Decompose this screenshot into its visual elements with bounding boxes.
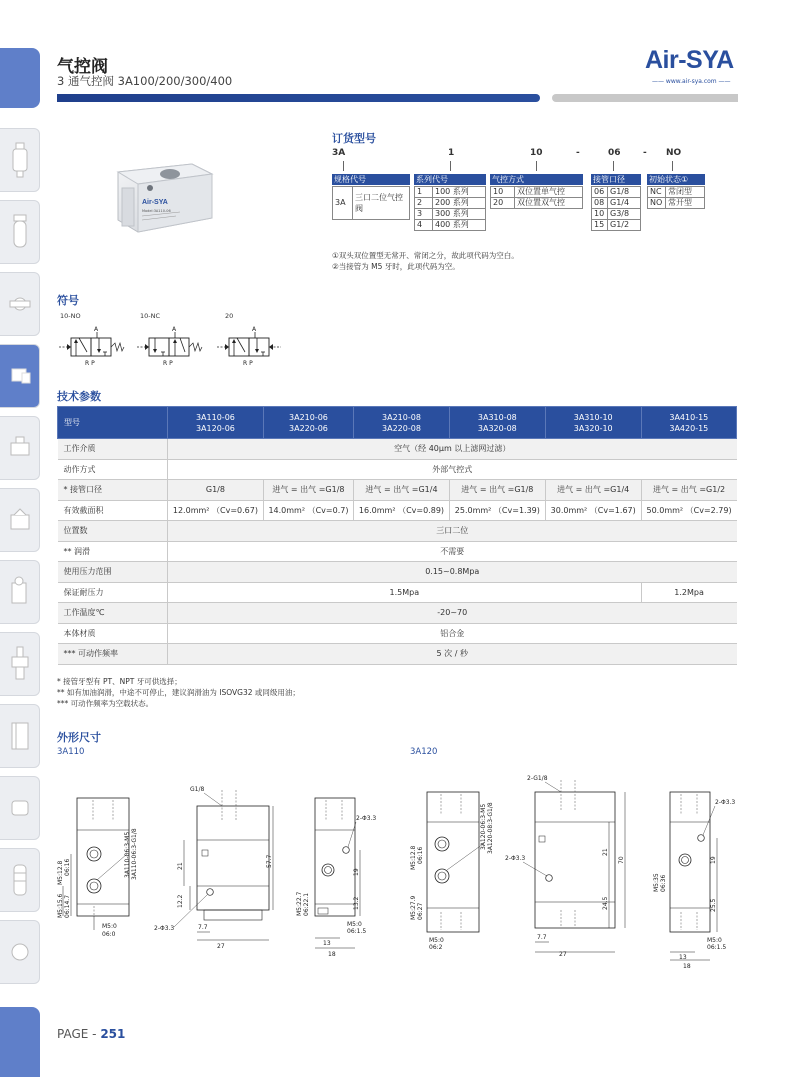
svg-text:18: 18 xyxy=(328,951,336,958)
rail-item-air-valve[interactable] xyxy=(0,344,40,408)
tech-row-proof: 保证耐压力 1.5Mpa 1.2Mpa xyxy=(58,582,737,603)
svg-text:06:16: 06:16 xyxy=(417,846,424,864)
svg-text:2-Φ3.3: 2-Φ3.3 xyxy=(356,815,377,822)
svg-text:M5:35: M5:35 xyxy=(653,873,660,892)
symbol-label-20: 20 xyxy=(225,312,234,320)
tech-row-pressure: 使用压力范围 0.15~0.8Mpa xyxy=(58,562,737,583)
valve-icon xyxy=(8,357,32,395)
header-bar-blue xyxy=(57,94,540,102)
code-part-0: 3A xyxy=(332,148,346,158)
svg-text:3A110-06:3-M5: 3A110-06:3-M5 xyxy=(124,831,131,878)
tech-row-temp: 工作温度℃ -20~70 xyxy=(58,603,737,624)
order-group-port: 06 G1/8 08 G1/4 10 G3/8 15 G1/2 xyxy=(591,186,641,231)
rail-item-silencer[interactable] xyxy=(0,848,40,912)
svg-text:06:2: 06:2 xyxy=(429,944,443,951)
solenoid-icon xyxy=(8,429,32,467)
tech-title: 技术参数 xyxy=(57,390,101,403)
svg-text:7.7: 7.7 xyxy=(537,934,547,941)
symbol-10-nc xyxy=(135,322,210,370)
rail-item-solenoid[interactable] xyxy=(0,416,40,480)
symbol-label-10-no: 10-NO xyxy=(60,312,81,320)
svg-text:R P: R P xyxy=(243,360,253,367)
tech-spec-table xyxy=(57,406,737,665)
svg-text:3A110-06:3-G1/8: 3A110-06:3-G1/8 xyxy=(131,828,138,880)
svg-text:M5:0: M5:0 xyxy=(102,923,117,930)
symbols-title: 符号 xyxy=(57,294,79,307)
svg-text:M5:22.7: M5:22.7 xyxy=(296,891,303,916)
manual-valve-icon xyxy=(8,501,32,539)
dims-left-label: 3A110 xyxy=(57,747,85,757)
svg-text:19: 19 xyxy=(353,868,360,876)
fitting-icon xyxy=(8,285,32,323)
page-subtitle: 3 通气控阀 3A100/200/300/400 xyxy=(57,74,233,88)
svg-text:M5:27.9: M5:27.9 xyxy=(410,895,417,920)
lubricator-icon xyxy=(8,213,32,251)
svg-text:R P: R P xyxy=(163,360,173,367)
svg-text:06:0: 06:0 xyxy=(102,931,116,938)
product-brand-text: Air-SYA xyxy=(142,199,168,206)
tech-model-col-5: 3A310-10 3A320-10 xyxy=(545,407,641,439)
tech-header-label: 型号 xyxy=(58,407,168,439)
tech-row-freq: *** 可动作频率 5 次 / 秒 xyxy=(58,644,737,665)
tech-header-row xyxy=(58,407,737,439)
rail-item-regulator[interactable] xyxy=(0,632,40,696)
symbol-10-no xyxy=(57,322,132,370)
code-part-3: - xyxy=(576,148,580,158)
svg-text:A: A xyxy=(94,326,99,333)
rail-item-guide-cylinder[interactable] xyxy=(0,704,40,768)
svg-text:3A120-08:3-G1/8: 3A120-08:3-G1/8 xyxy=(487,802,494,854)
svg-text:A: A xyxy=(252,326,257,333)
svg-text:19: 19 xyxy=(710,856,717,864)
tech-model-col-4: 3A310-08 3A320-08 xyxy=(449,407,545,439)
rail-item-lubricator[interactable] xyxy=(0,200,40,264)
tech-notes: * 接管牙型有 PT、NPT 牙可供选择； ** 如有加油润滑，中途不可停止，建议润滑油为 ISOVG32 或同级用油； *** 可动作频率为空载状态。 xyxy=(57,677,300,708)
tech-model-col-6: 3A410-15 3A420-15 xyxy=(641,407,736,439)
svg-text:21: 21 xyxy=(602,848,609,856)
cylinder-icon xyxy=(8,573,32,611)
guide-cylinder-icon xyxy=(8,717,32,755)
code-part-5: - xyxy=(643,148,647,158)
rotary-icon xyxy=(8,789,32,827)
order-group-spec: 3A 三口二位气控阀 xyxy=(332,186,410,220)
svg-text:27: 27 xyxy=(217,943,225,950)
side-category-rail xyxy=(0,128,42,1008)
tech-row-area: 有效截面积 12.0mm² （Cv=0.67) 14.0mm² （Cv=0.7) 16.0mm² （Cv=0.89) 25.0mm² （Cv=1.39) 30.0mm² （Cv=1.67) 50.0mm² （Cv=2.79) xyxy=(58,500,737,521)
drawing-3a110-front xyxy=(57,790,147,950)
svg-text:M5:12.8: M5:12.8 xyxy=(57,860,64,885)
brand-url: —— www.air-sya.com —— xyxy=(652,78,731,85)
svg-text:70: 70 xyxy=(618,856,625,864)
rail-item-accessory[interactable] xyxy=(0,920,40,984)
tech-row-action: 动作方式 外部气控式 xyxy=(58,459,737,480)
svg-text:06:16: 06:16 xyxy=(64,858,71,876)
drawing-3a120-side xyxy=(505,770,635,960)
rail-item-rotary[interactable] xyxy=(0,776,40,840)
code-part-6: NO xyxy=(666,148,682,158)
order-group-port-header: 接管口径 xyxy=(591,174,641,185)
silencer-icon xyxy=(8,861,32,899)
drawing-3a110-end xyxy=(290,790,390,960)
order-group-control-header: 气控方式 xyxy=(490,174,583,185)
tech-row-material: 本体材质 铝合金 xyxy=(58,623,737,644)
tech-row-port: * 接管口径 G1/8 进气 = 出气 =G1/8 进气 = 出气 =G1/4 进气 = 出气 =G1/8 进气 = 出气 =G1/4 进气 = 出气 =G1/2 xyxy=(58,480,737,501)
svg-text:M5:12.8: M5:12.8 xyxy=(410,845,417,870)
svg-text:06:14.7: 06:14.7 xyxy=(64,894,71,918)
svg-text:A: A xyxy=(172,326,177,333)
svg-text:06:27: 06:27 xyxy=(417,902,424,920)
tech-row-positions: 位置数 三口二位 xyxy=(58,521,737,542)
code-part-4: 06 xyxy=(608,148,621,158)
tech-model-col-2: 3A210-06 3A220-06 xyxy=(263,407,353,439)
svg-text:13: 13 xyxy=(323,940,331,947)
svg-text:13: 13 xyxy=(679,954,687,961)
svg-text:06:1.5: 06:1.5 xyxy=(707,944,727,951)
svg-text:57.7: 57.7 xyxy=(266,854,273,868)
brand-logo: Air-SYA xyxy=(645,46,734,74)
accessory-icon xyxy=(8,933,32,971)
page-number: PAGE - 251 xyxy=(57,1027,126,1041)
svg-text:13.2: 13.2 xyxy=(353,896,360,910)
filter-icon xyxy=(8,141,32,179)
svg-text:18: 18 xyxy=(683,963,691,970)
svg-text:2-Φ3.3: 2-Φ3.3 xyxy=(154,925,175,932)
product-model-text: Model:3A110-06 xyxy=(142,209,171,213)
tech-model-col-3: 3A210-08 3A220-08 xyxy=(354,407,450,439)
chapter-tab-bottom xyxy=(0,1007,40,1077)
rail-item-filter[interactable] xyxy=(0,128,40,192)
svg-text:06:22.1: 06:22.1 xyxy=(303,892,310,916)
page-title: 气控阀 xyxy=(57,57,108,77)
drawing-3a120-end xyxy=(645,780,745,970)
symbol-label-10-nc: 10-NC xyxy=(140,312,161,320)
svg-text:3A120-06:3-M5: 3A120-06:3-M5 xyxy=(480,803,487,850)
code-part-1: 1 xyxy=(448,148,455,158)
svg-text:7.7: 7.7 xyxy=(198,924,208,931)
order-group-series-header: 系列代号 xyxy=(414,174,486,185)
svg-text:27: 27 xyxy=(559,951,567,958)
svg-text:R P: R P xyxy=(85,360,95,367)
svg-text:25.5: 25.5 xyxy=(710,898,717,912)
svg-text:06:36: 06:36 xyxy=(660,874,667,892)
order-title: 订货型号 xyxy=(332,132,376,145)
product-photo xyxy=(100,160,220,245)
tech-row-medium: 工作介质 空气（经 40μm 以上滤网过滤） xyxy=(58,439,737,460)
symbol-20 xyxy=(215,322,293,370)
order-group-series: 1 100 系列 2 200 系列 3 300 系列 4 400 系列 xyxy=(414,186,486,231)
svg-text:M5:0: M5:0 xyxy=(429,937,444,944)
drawing-3a110-side xyxy=(152,780,277,950)
svg-text:12.2: 12.2 xyxy=(177,894,184,908)
svg-text:M5:0: M5:0 xyxy=(347,921,362,928)
svg-text:21: 21 xyxy=(177,862,184,870)
svg-text:G1/8: G1/8 xyxy=(190,786,205,793)
rail-item-manual-valve[interactable] xyxy=(0,488,40,552)
svg-text:2-Φ3.3: 2-Φ3.3 xyxy=(715,799,736,806)
code-part-2: 10 xyxy=(530,148,543,158)
drawing-3a120-front xyxy=(405,780,515,955)
order-group-initial: NC 常闭型 NO 常开型 xyxy=(647,186,705,209)
order-notes: ①双头双位置型无常开、常闭之分，故此项代码为空白。 ②当接管为 M5 牙时，此项代码为空。 xyxy=(332,251,519,271)
tech-model-col-1: 3A110-06 3A120-06 xyxy=(168,407,264,439)
svg-text:24.5: 24.5 xyxy=(602,896,609,910)
dims-right-label: 3A120 xyxy=(410,747,438,757)
rail-item-fitting[interactable] xyxy=(0,272,40,336)
regulator-icon xyxy=(8,645,32,683)
order-group-spec-header: 规格代号 xyxy=(332,174,410,185)
svg-text:M5:15.6: M5:15.6 xyxy=(57,893,64,918)
header-bar-grey xyxy=(552,94,738,102)
svg-text:2-G1/8: 2-G1/8 xyxy=(527,775,548,782)
svg-text:06:1.5: 06:1.5 xyxy=(347,928,367,935)
dims-title: 外形尺寸 xyxy=(57,731,101,744)
svg-text:2-Φ3.3: 2-Φ3.3 xyxy=(505,855,526,862)
chapter-tab[interactable] xyxy=(0,48,40,108)
order-group-control: 10 双位置单气控 20 双位置双气控 xyxy=(490,186,583,209)
order-group-initial-header: 初始状态① xyxy=(647,174,705,185)
tech-row-lube: ** 润滑 不需要 xyxy=(58,541,737,562)
rail-item-cylinder[interactable] xyxy=(0,560,40,624)
svg-text:M5:0: M5:0 xyxy=(707,937,722,944)
